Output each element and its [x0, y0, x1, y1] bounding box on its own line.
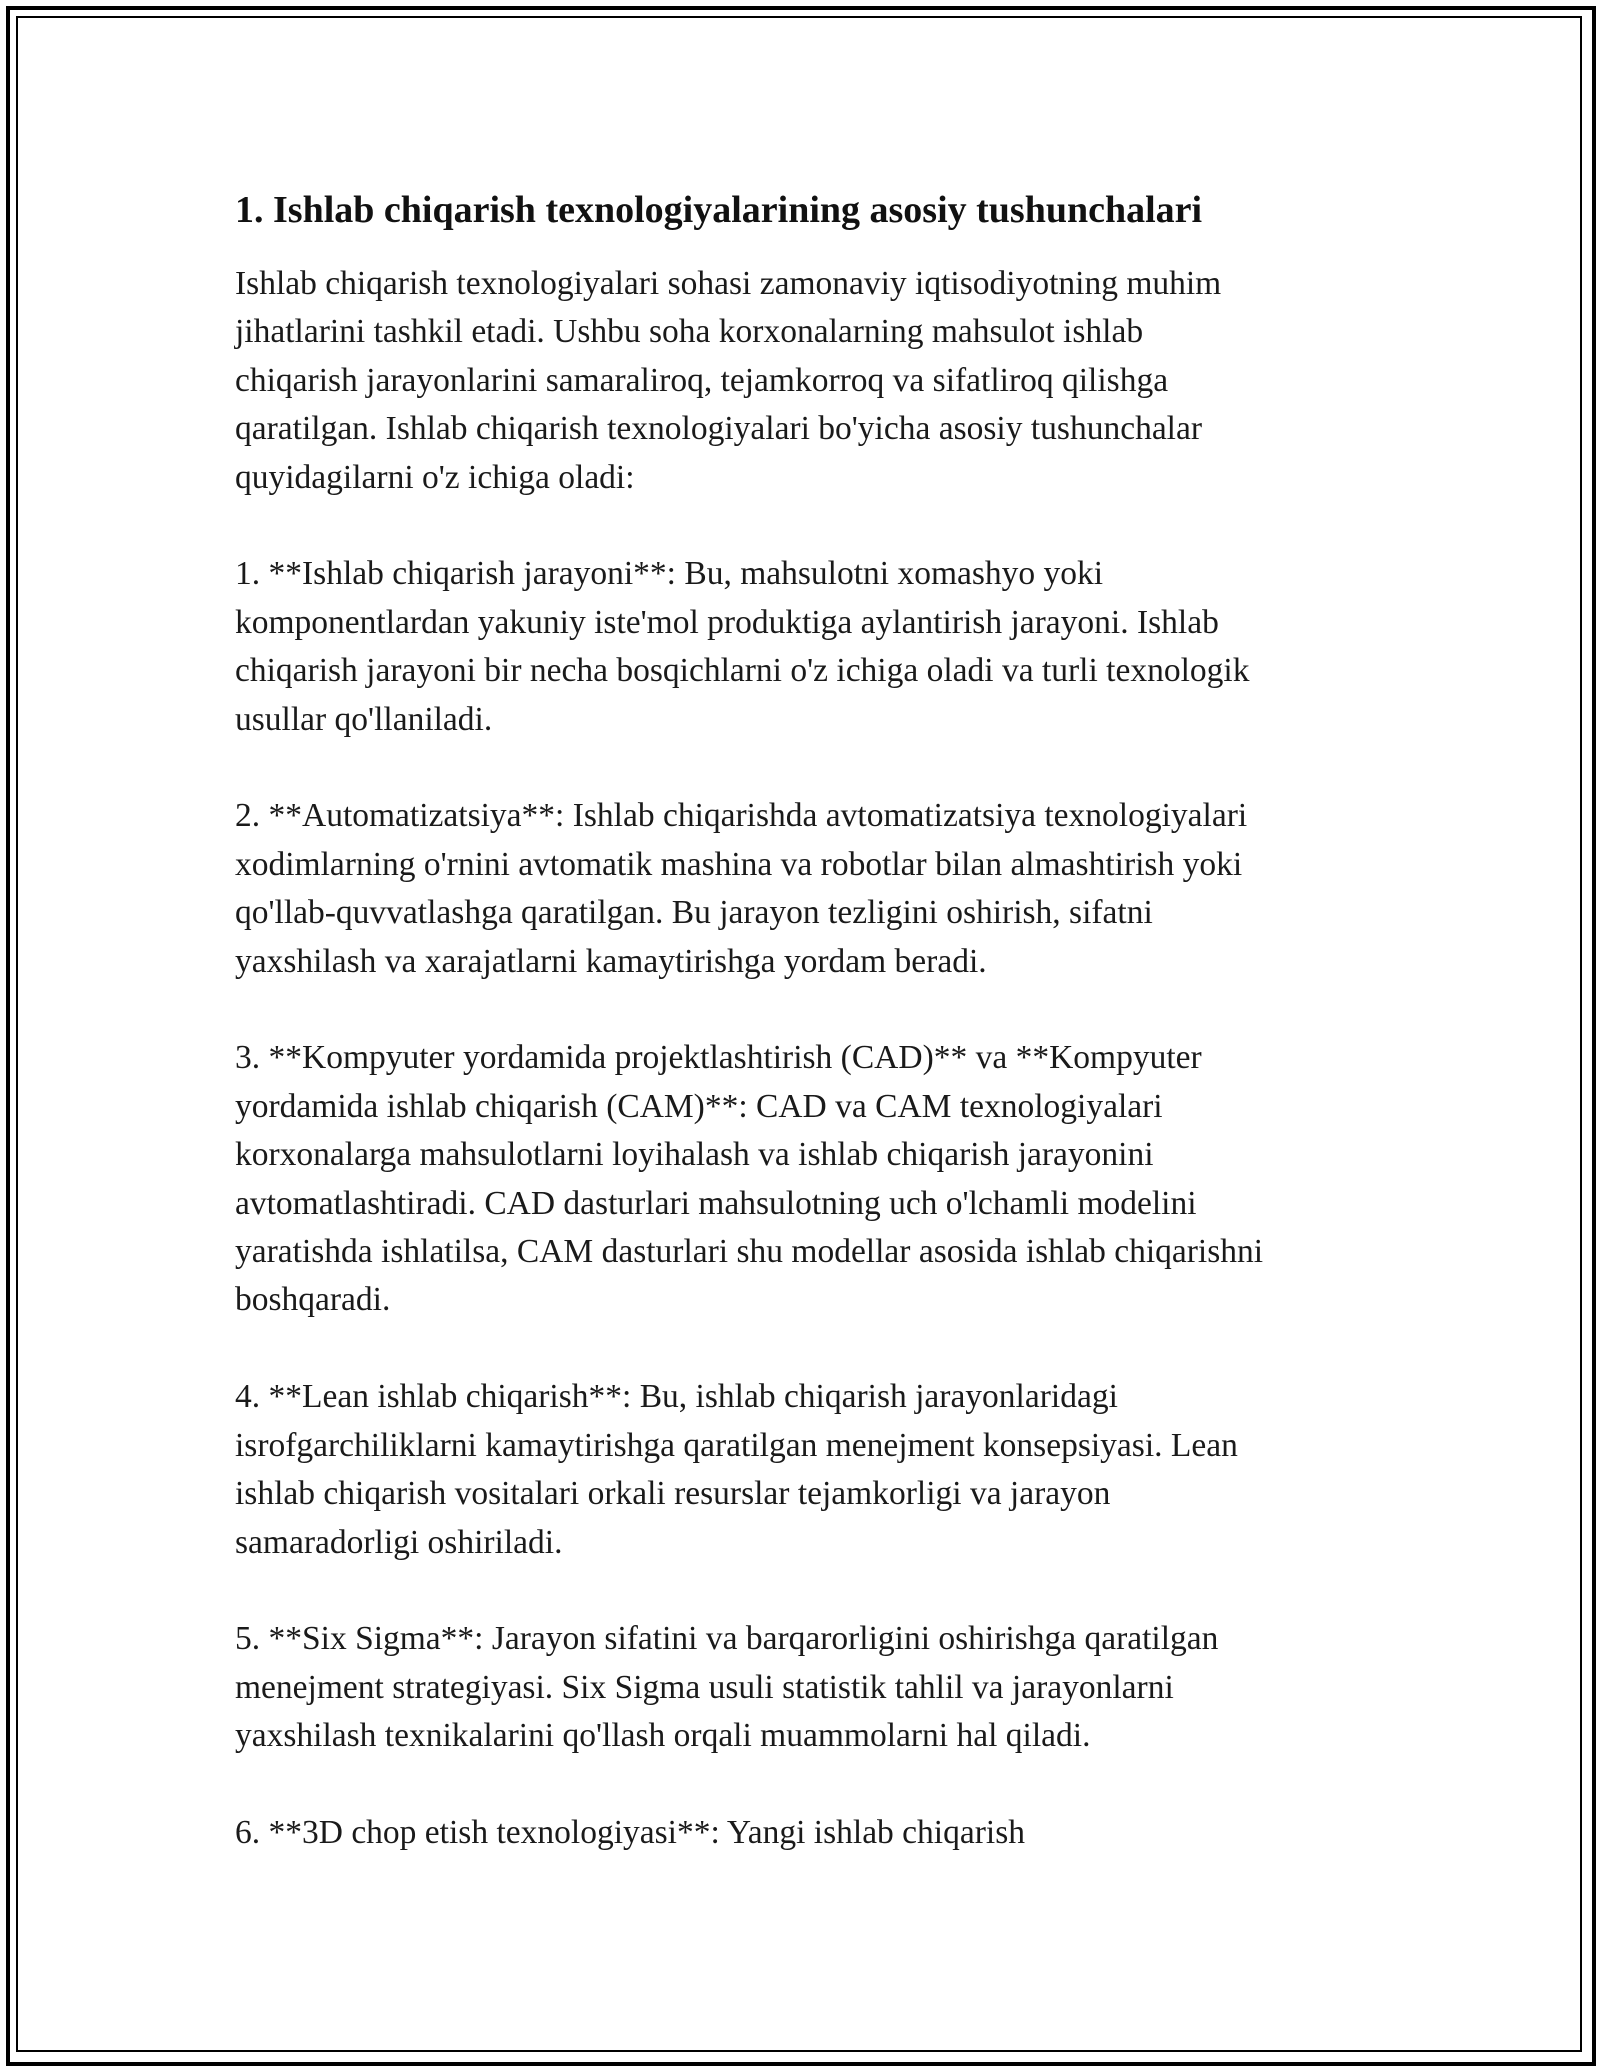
list-item-3d-printing: 6. **3D chop etish texnologiyasi**: Yangi ishlab chiqarish [235, 1813, 1025, 1851]
list-item-lean-production: 4. **Lean ishlab chiqarish**: Bu, ishlab chiqarish jarayonlaridagi isrofgarchiliklarni kamaytirishga qaratilgan menejment konsepsiyasi. Lean ishlab chiqarish vositalari orkali resurslar tejamkorligi va jarayon samaradorligi oshiriladi. [235, 1378, 1238, 1561]
list-item-automation: 2. **Automatizatsiya**: Ishlab chiqarishda avtomatizatsiya texnologiyalari xodimlarning o'rnini avtomatik mashina va robotlar bilan almashtirish yoki qo'llab-quvvatlashga qaratilgan. Bu jarayon tezligini oshirish, sifatni yaxshilash va xarajatlarni kamaytirishga yordam beradi. [235, 797, 1248, 980]
list-item-six-sigma: 5. **Six Sigma**: Jarayon sifatini va barqarorligini oshirishga qaratilgan menejment strategiyasi. Six Sigma usuli statistik tahlil va jarayonlarni yaxshilash texnikalarini qo'llash orqali muammolarni hal qiladi. [235, 1620, 1219, 1755]
section-heading: 1. Ishlab chiqarish texnologiyalarining asosiy tushunchalari [235, 189, 1203, 231]
list-item-cad-cam: 3. **Kompyuter yordamida projektlashtirish (CAD)** va **Kompyuter yordamida ishlab chiqarish (CAM)**: CAD va CAM texnologiyalari korxonalarga mahsulotlarni loyihalash va ishlab chiqarish jarayonini avtomatlashtiradi. CAD dasturlari mahsulotning uch o'lchamli modelini yaratishda ishlatilsa, CAM dasturlari shu modellar asosida ishlab chiqarishni boshqaradi. [235, 1039, 1264, 1319]
list-item-production-process: 1. **Ishlab chiqarish jarayoni**: Bu, mahsulotni xomashyo yoki komponentlardan yakuniy iste'mol produktiga aylantirish jarayoni. Ishlab chiqarish jarayoni bir necha bosqichlarni o'z ichiga oladi va turli texnologik usullar qo'llaniladi. [235, 555, 1250, 738]
document-page [235, 186, 1375, 1906]
intro-paragraph: Ishlab chiqarish texnologiyalari sohasi zamonaviy iqtisodiyotning muhim jihatlarini tashkil etadi. Ushbu soha korxonalarning mahsulot ishlab chiqarish jarayonlarini samaraliroq, tejamkorroq va sifatliroq qilishga qaratilgan. Ishlab chiqarish texnologiyalari bo'yicha asosiy tushunchalar quyidagilarni o'z ichiga oladi: [235, 265, 1222, 496]
